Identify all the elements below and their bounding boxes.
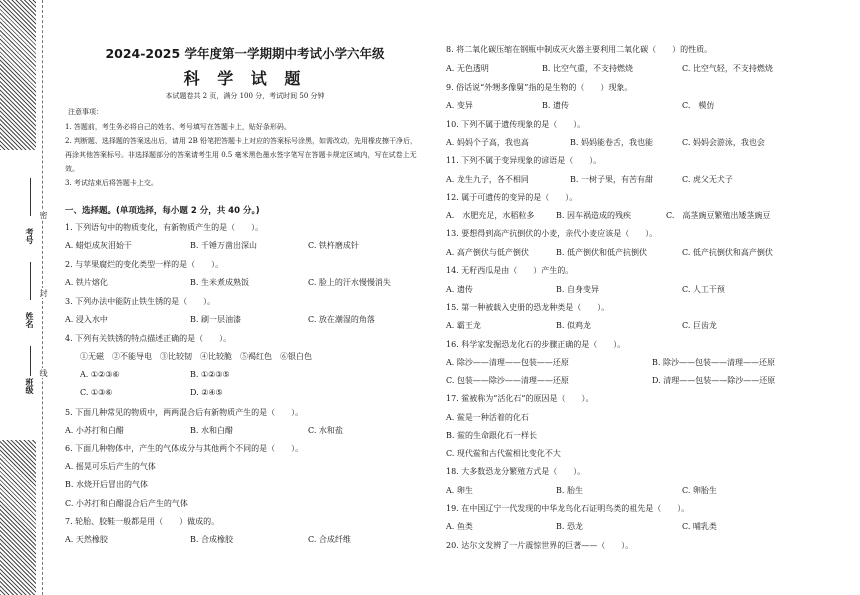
notice-item: 2. 判断题、选择题的答案选出后，请用 2B 铅笔把答题卡上对应的答案标号涂黑，如需改动，先用橡皮擦干净后，再涂其他答案标号。非选择题部分的答案请考生用 0.5 毫米黑色墨水签字笔写在答题卡规定区域内，写在试卷上无效。 xyxy=(65,137,417,173)
option: B. ①②③⑤ xyxy=(190,370,230,379)
option: C. 包装——除沙——清理——还原 xyxy=(446,376,569,385)
option: A. 铁片熔化 xyxy=(65,278,108,287)
option: B. 因车祸造成的残疾 xyxy=(556,211,631,220)
option: C. 铁杵磨成针 xyxy=(308,241,359,250)
option: A. 鲎是一种活着的化石 xyxy=(446,413,529,422)
option: A. 小苏打和白醋 xyxy=(65,426,124,435)
option: A. 霸王龙 xyxy=(446,321,481,330)
option: A. 鱼类 xyxy=(446,522,473,531)
option: C. 脸上的汗水慢慢消失 xyxy=(308,278,391,287)
question-12: 12. 属于可遗传的变异的是（ ）。 xyxy=(446,193,578,202)
question-13: 13. 要想得到高产抗倒伏的小麦，亲代小麦应该是（ ）。 xyxy=(446,229,658,238)
option: A. 水肥充足，水稻粒多 xyxy=(446,211,535,220)
question-17: 17. 鲎被称为“活化石”的原因是（ ）。 xyxy=(446,394,594,403)
question-10: 10. 下列不属于遗传现象的是（ ）。 xyxy=(446,120,586,129)
question-2: 2. 与苹果腐烂的变化类型一样的是（ ）。 xyxy=(65,260,224,269)
option: A. 遗传 xyxy=(446,285,473,294)
option: A. ①②③⑥ xyxy=(80,370,120,379)
question-6: 6. 下面几种物体中，产生的气体成分与其他两个不同的是（ ）。 xyxy=(65,444,304,453)
mark-seal: 密 xyxy=(39,211,48,219)
option: C. 小苏打和白醋混合后产生的气体 xyxy=(65,499,188,508)
question-4-items: ①无磁 ②不能导电 ③比较韧 ④比较脆 ⑤褐红色 ⑥银白色 xyxy=(80,352,312,361)
label-name: 姓名 xyxy=(25,312,34,328)
option: A. 龙生九子，各不相同 xyxy=(446,175,529,184)
option: C. 比空气轻，不支持燃烧 xyxy=(682,64,773,73)
question-4: 4. 下列有关铁锈的特点描述正确的是（ ）。 xyxy=(65,334,232,343)
question-20: 20. 达尔文发辨了一片震惊世界的巨著——（ ）。 xyxy=(446,541,634,550)
question-5: 5. 下面几种常见的物质中，两两混合后有新物质产生的是（ ）。 xyxy=(65,408,304,417)
question-19: 19. 在中国辽宁一代发现的中华龙鸟化石证明鸟类的祖先是（ ）。 xyxy=(446,504,690,513)
option: B. 鲎的生命跟化石一样长 xyxy=(446,431,537,440)
question-9: 9. 俗话说“外甥多像舅”指的是生物的（ ）现象。 xyxy=(446,83,633,92)
option: C. 放在潮湿的角落 xyxy=(308,315,375,324)
option: C. ①③⑥ xyxy=(80,388,113,397)
option: A. 浸入水中 xyxy=(65,315,108,324)
option: A. 天然橡胶 xyxy=(65,535,108,544)
option: A. 摇晃可乐后产生的气体 xyxy=(65,462,156,471)
class-blank xyxy=(30,346,31,376)
option: B. 刷一层油漆 xyxy=(190,315,241,324)
option: C. 合成纤维 xyxy=(308,535,351,544)
name-blank xyxy=(30,262,31,300)
question-1: 1. 下列语句中的物质变化，有新物质产生的是（ ）。 xyxy=(65,223,264,232)
option: C. 卵胎生 xyxy=(682,486,717,495)
notice-item: 1. 答题前，考生务必将自己的姓名、考号填写在答题卡上，贴好条形码。 xyxy=(65,123,291,131)
mark-line: 线 xyxy=(39,369,48,377)
option: A. 卵生 xyxy=(446,486,473,495)
option: B. 自身变异 xyxy=(556,285,599,294)
option: B. 水和白醋 xyxy=(190,426,233,435)
option: C. 虎父无犬子 xyxy=(682,175,733,184)
option: A. 妈妈个子高，我也高 xyxy=(446,138,529,147)
option: B. 生米煮成熟饭 xyxy=(190,278,249,287)
question-3: 3. 下列办法中能防止铁生锈的是（ ）。 xyxy=(65,297,216,306)
notice-title: 注意事项： xyxy=(68,108,103,116)
option: B. 妈妈能卷舌，我也能 xyxy=(570,138,653,147)
option: D. 清理——包装——除沙——还原 xyxy=(652,376,776,385)
option: B. 一树子果，有苦有甜 xyxy=(570,175,653,184)
question-18: 18. 大多数恐龙分繁殖方式是（ ）。 xyxy=(446,467,586,476)
section-heading: 一、选择题。(单项选择，每小题 2 分，共 40 分。) xyxy=(65,206,260,216)
question-8: 8. 将二氧化碳压缩在钢瓶中制成灭火器主要利用二氧化碳（ ）的性质。 xyxy=(446,45,713,54)
exam-info: 本试题卷共 2 页，满分 100 分，考试时间 50 分钟 xyxy=(165,92,325,100)
option: B. 水烧开后冒出的气体 xyxy=(65,480,148,489)
option: B. 低产倒伏和低产抗倒伏 xyxy=(556,248,647,257)
option: C. 高茎豌豆繁殖出矮茎豌豆 xyxy=(666,211,771,220)
option: B. 恐龙 xyxy=(556,522,583,531)
option: C. 水和盐 xyxy=(308,426,343,435)
exam-number-blank xyxy=(30,178,31,216)
option: D. ②④⑤ xyxy=(190,388,223,397)
hatch-pattern-top xyxy=(0,0,36,150)
exam-title: 2024-2025 学年度第一学期期中考试小学六年级 xyxy=(105,46,385,61)
option: B. 似鸡龙 xyxy=(556,321,591,330)
option: B. 合成橡胶 xyxy=(190,535,233,544)
notice-item: 3. 考试结束后将答题卡上交。 xyxy=(65,179,158,187)
option: B. 千锤万凿出深山 xyxy=(190,241,257,250)
option: C. 现代鲎和古代鲎相比变化不大 xyxy=(446,449,561,458)
option: B. 比空气重，不支持燃烧 xyxy=(542,64,633,73)
option: A. 高产倒伏与低产倒伏 xyxy=(446,248,529,257)
option: C. 低产抗倒伏和高产倒伏 xyxy=(682,248,773,257)
question-16: 16. 科学家发掘恐龙化石的步骤正确的是（ ）。 xyxy=(446,340,626,349)
subject-title: 科 学 试 题 xyxy=(183,69,307,88)
label-exam-number: 考号 xyxy=(25,228,34,244)
option: C. 哺乳类 xyxy=(682,522,717,531)
question-11: 11. 下列不属于变异现象的谚语是（ ）。 xyxy=(446,156,602,165)
option: C. 人工干预 xyxy=(682,285,725,294)
question-15: 15. 第一种被载入史册的恐龙种类是（ ）。 xyxy=(446,303,610,312)
option: A. 蜡炬成灰泪始干 xyxy=(65,241,132,250)
question-7: 7. 轮胎、胶鞋一般都是用（ ）做成的。 xyxy=(65,517,220,526)
option: C. 巨齿龙 xyxy=(682,321,717,330)
option: C. 妈妈会游泳，我也会 xyxy=(682,138,765,147)
option: A. 无色透明 xyxy=(446,64,489,73)
option: A. 变异 xyxy=(446,101,473,110)
label-class: 班级 xyxy=(25,378,34,394)
option: B. 遗传 xyxy=(542,101,569,110)
question-14: 14. 无籽西瓜是由（ ）产生的。 xyxy=(446,266,574,275)
option: A. 除沙——清理——包装——还原 xyxy=(446,358,569,367)
hatch-pattern-bottom xyxy=(0,440,36,595)
mark-fold: 封 xyxy=(39,289,48,297)
option: B. 胎生 xyxy=(556,486,583,495)
binding-margin xyxy=(0,0,52,595)
option: B. 除沙——包装——清理——还原 xyxy=(652,358,775,367)
option: C. 模仿 xyxy=(682,101,715,110)
